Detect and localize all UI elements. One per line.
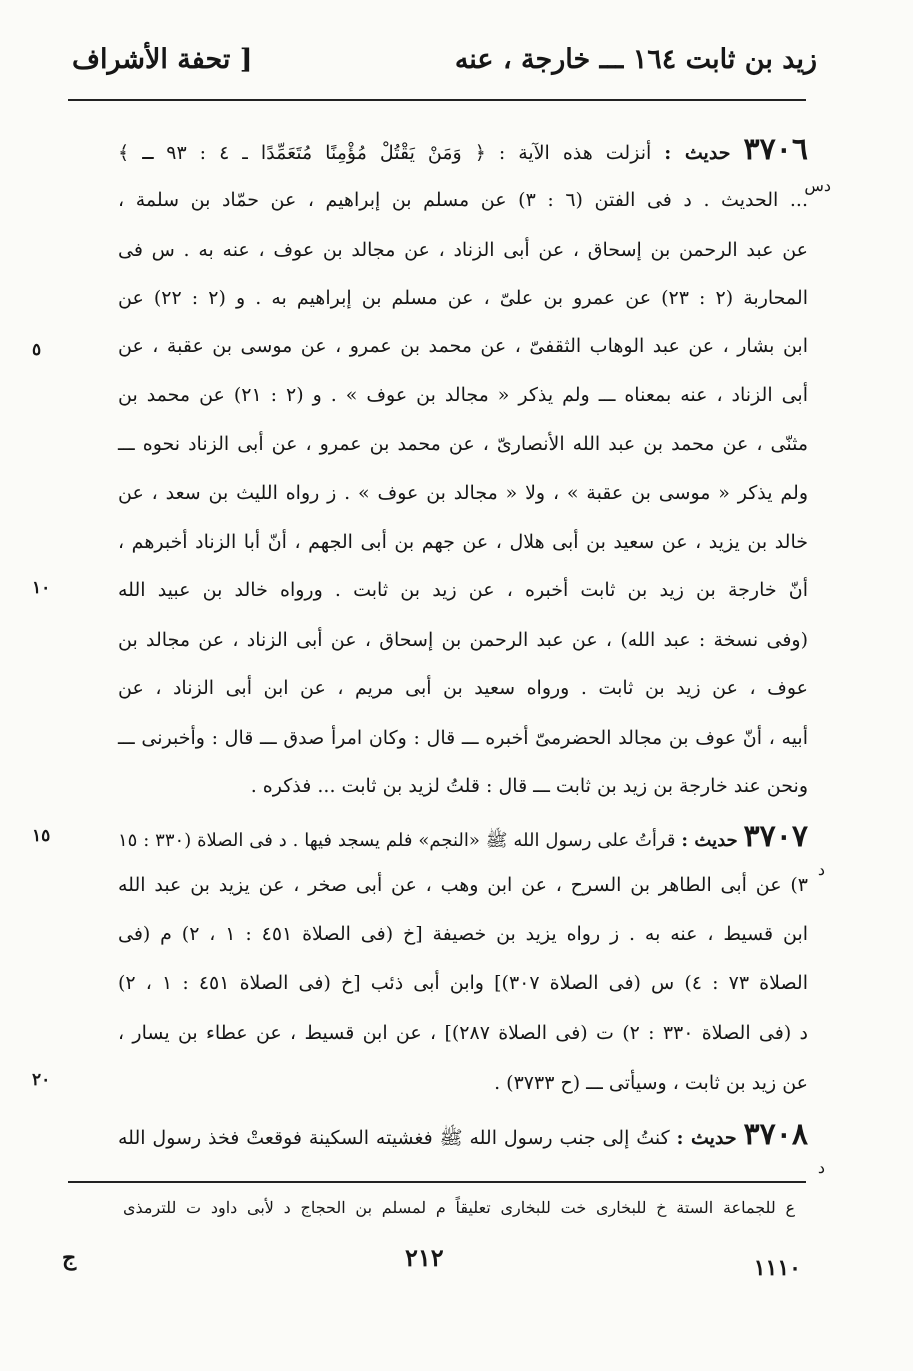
line-number-5: ٥ [32,340,42,360]
hadith-label: حديث : [681,830,738,851]
line-number-15: ١٥ [32,826,51,846]
text-line [118,575,808,605]
text-line [118,478,808,508]
line-text: أنزلت هذه الآية : ﴿ وَمَنْ يَقْتُلْ مُؤْمِنًا مُتَعَمِّدًا ـ ٤ : ٩٣ ـ ﴾ [118,142,652,164]
running-header-book: [ تحفة الأشراف [72,44,253,75]
text-line [118,1068,808,1098]
text-line [118,673,808,703]
footer-rule [68,1181,806,1183]
margin-symbol: د [817,1158,825,1177]
text-line [118,527,808,557]
line-text: (وفى نسخة : عبد الله) ، عن عبد الرحمن بن إسحاق ، عن أبى الزناد ، عن مجالد بن [118,629,808,651]
hadith-number: ٣٧٠٨ [743,1117,808,1152]
line-text: أبى الزناد ، عنه بمعناه ـــ ولم يذكر « مجالد بن عوف » . و (٢ : ٢١) عن محمد بن [118,384,808,406]
running-header-title: زيد بن ثابت ١٦٤ ـــ خارجة ، عنه [454,44,817,75]
line-text: د (فى الصلاة ٣٣٠ : ٢) ت (فى الصلاة ٢٨٧)] ، عن ابن قسيط ، عن عطاء بن يسار ، [118,1022,809,1044]
text-line [118,625,808,655]
line-text: ... الحديث . د فى الفتن (٦ : ٣) عن مسلم بن إبراهيم ، عن حمّاد بن سلمة ، [118,189,808,211]
hadith-label: حديث : [664,142,731,164]
line-text: قرأتُ على رسول الله ﷺ «النجم» فلم يسجد فيها . د فى الصلاة (٣٣٠ : ١٥ [118,830,676,851]
text-line [118,331,808,361]
line-text: عن عبد الرحمن بن إسحاق ، عن أبى الزناد ، عن مجالد بن عوف ، عنه به . س فى [118,239,808,261]
line-text: عن زيد بن ثابت ، وسيأتى ـــ (ح ٣٧٣٣) . [494,1072,808,1094]
line-text: ٣) عن أبى الطاهر بن السرح ، عن ابن وهب ، عن أبى صخر ، عن يزيد بن عبد الله [118,874,808,896]
line-text: أبيه ، أنّ عوف بن مجالد الحضرمىّ أخبره ـــ قال : وكان امرأ صدق ـــ قال : وأخبرنى ـــ [118,727,808,749]
line-text: عوف ، عن زيد بن ثابت . ورواه سعيد بن أبى مريم ، عن ابن أبى الزناد ، عن [118,677,808,699]
line-text: خالد بن يزيد ، عن سعيد بن أبى هلال ، عن جهم بن أبى الجهم ، أنّ أبا الزناد أخبرهم ، [118,531,808,553]
line-text: ابن قسيط ، عنه به . ز رواه يزيد بن خصيفة [خ (فى الصلاة ٤٥١ : ١ ، ٢) م (فى [118,923,809,945]
line-text: ولم يذكر « موسى بن عقبة » ، ولا « مجالد بن عوف » . ز رواه الليث بن سعد ، عن [118,482,808,504]
hadith-number: ٣٧٠٦ [743,132,808,167]
text-line [118,723,808,753]
line-text: المحاربة (٢ : ٢٣) عن عمرو بن علىّ ، عن مسلم بن إبراهيم به . و (٢ : ٢٢) عن [118,287,808,309]
line-text: كنتُ إلى جنب رسول الله ﷺ فغشيته السكينة فوقعتْ فخذ رسول الله [118,1127,670,1149]
line-text: أنّ خارجة بن زيد بن ثابت أخبره ، عن زيد بن ثابت . ورواه خالد بن عبيد الله [118,579,808,601]
text-line [118,429,808,459]
line-number-10: ١٠ [32,578,51,598]
hadith-heading-line [118,819,808,854]
hadith-heading-line [118,1117,808,1152]
text-line [118,968,808,998]
margin-symbol: د [817,860,825,879]
text-line [118,870,808,900]
hadith-label: حديث : [676,1127,737,1149]
page-number-center: ٢١٢ [405,1243,444,1272]
line-text: مثنّى ، عن محمد بن عبد الله الأنصارىّ ، عن محمد بن عمرو ، عن أبى الزناد نحوه ـــ [118,433,808,455]
line-number-20: ٢٠ [32,1070,51,1090]
line-text: الصلاة ٧٣ : ٤) س (فى الصلاة ٣٠٧)] وابن أبى ذئب [خ (فى الصلاة ٤٥١ : ١ ، ٢) [118,972,808,994]
text-line [118,235,808,265]
text-line [118,919,808,949]
margin-symbol: دس [804,176,831,195]
abbreviations-key: ع للجماعة الستة خ للبخارى خت للبخارى تعليقاً م لمسلم بن الحجاج د لأبى داود ت للترمذى [123,1198,795,1217]
hadith-heading-line [118,132,808,167]
text-line [118,283,808,313]
signature-mark: ج [62,1245,77,1271]
text-line [118,1018,808,1048]
page-number-right: ١١١٠ [753,1255,801,1281]
text-line [118,771,808,801]
header-rule [68,99,806,101]
line-text: ونحن عند خارجة بن زيد بن ثابت ـــ قال : قلتُ لزيد بن ثابت ... فذكره . [250,775,808,797]
text-line [118,380,808,410]
hadith-number: ٣٧٠٧ [743,819,808,854]
line-text: ابن بشار ، عن عبد الوهاب الثقفىّ ، عن محمد بن عمرو ، عن موسى بن عقبة ، عن [118,335,808,357]
text-line [118,185,808,215]
